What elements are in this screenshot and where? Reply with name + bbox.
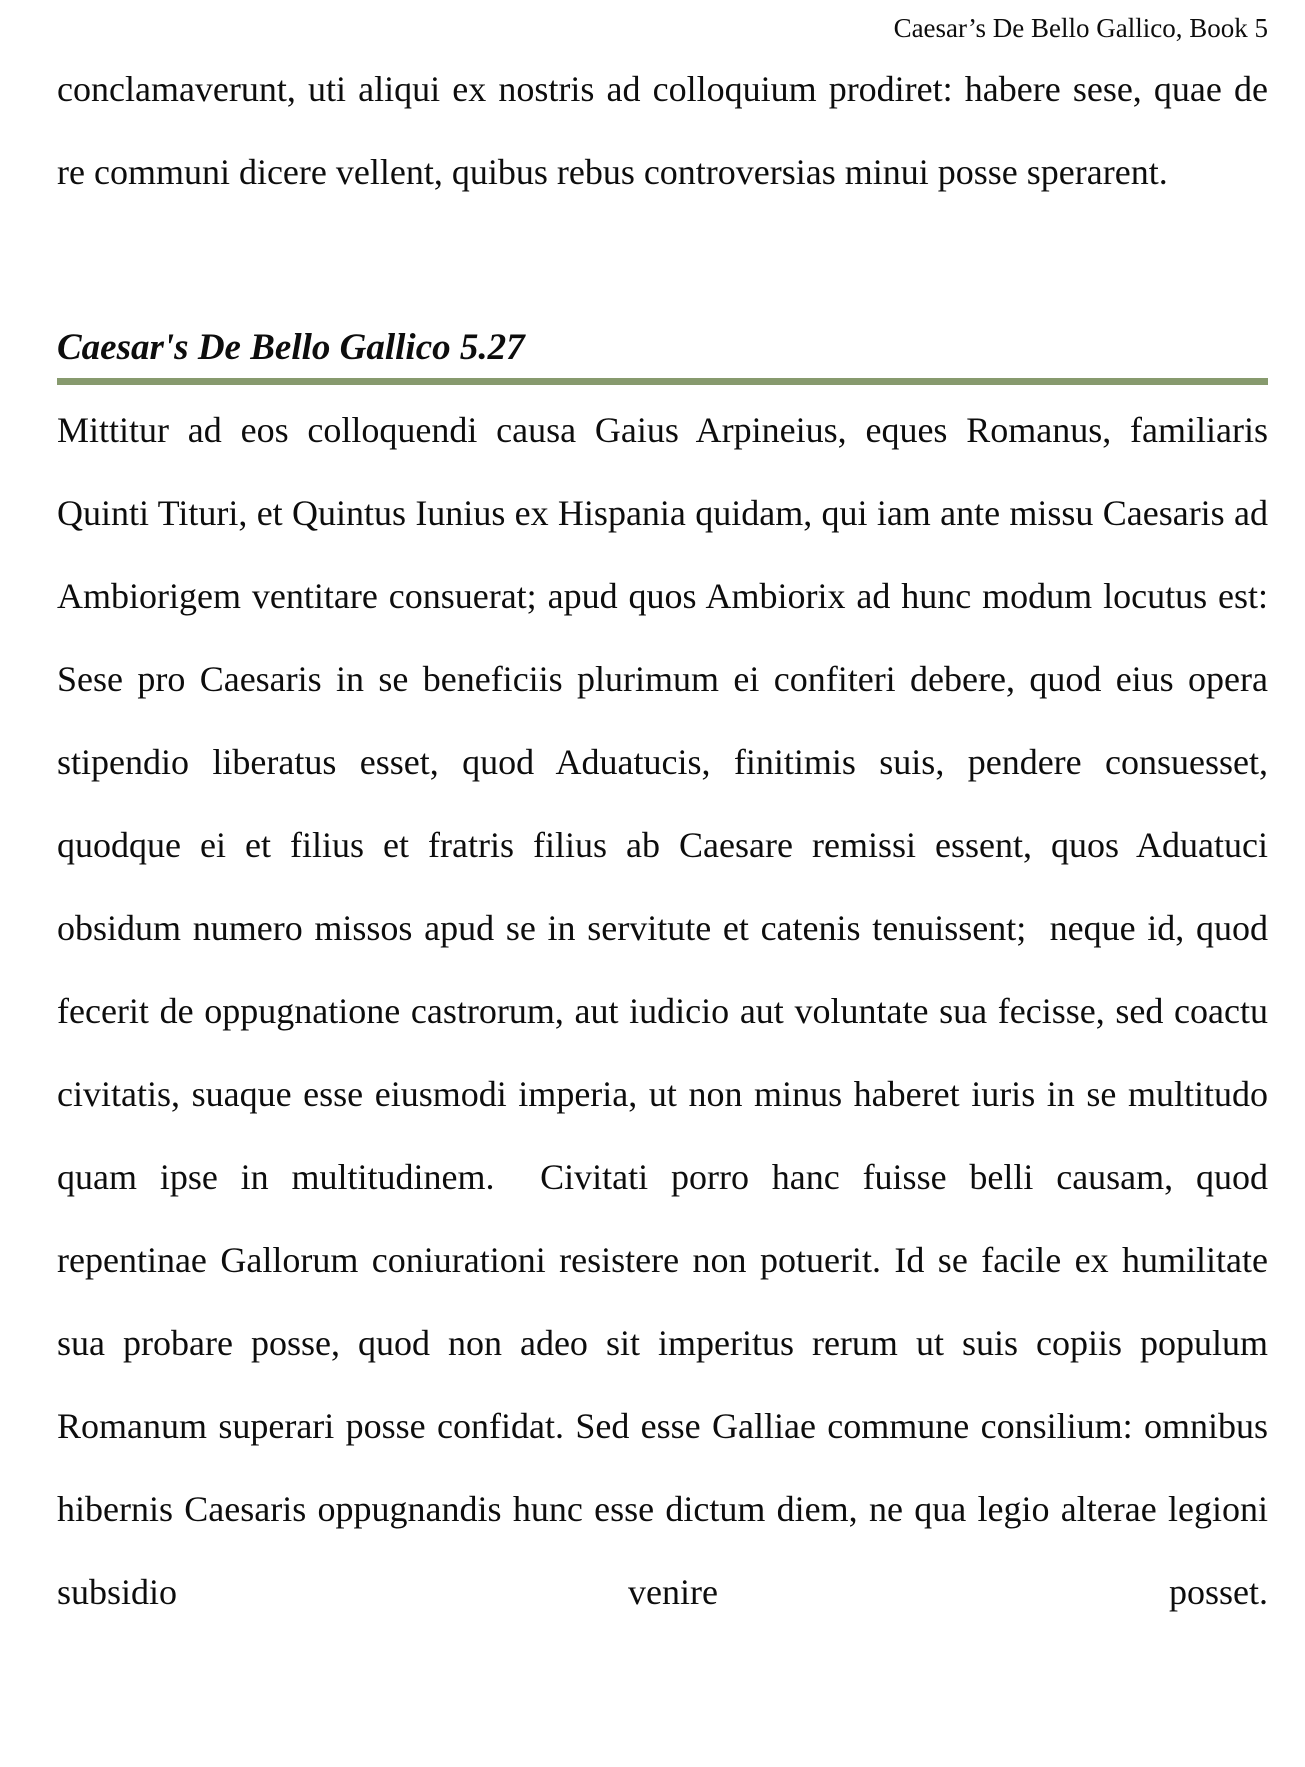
section-divider — [57, 378, 1268, 385]
running-header: Caesar’s De Bello Gallico, Book 5 — [893, 13, 1268, 43]
body-paragraph: Mittitur ad eos colloquendi causa Gaius Arpineius, eques Romanus, familiaris Quinti Tituri, et Quintus Iunius ex Hispania quidam, qui iam ante missu Caesaris ad Ambiorigem ventitare consuerat; apud quos Ambiorix ad hunc modum locutus est: Sese pro Caesaris in se beneficiis plurimum ei confiteri debere, quod eius opera stipendio liberatus esset, quod Aduatucis, finitimis suis, pendere consuesset, quodque ei et filius et fratris filius ab Caesare remissi essent, quos Aduatuci obsidum numero missos apud se in servitute et catenis tenuissent; neque id, quod fecerit de oppugnatione castrorum, aut iudicio aut voluntate sua fecisse, sed coactu civitatis, suaque esse eiusmodi imperia, ut non minus haberet iuris in se multitudo quam ipse in multitudinem. Civitati porro hanc fuisse belli causam, quod repentinae Gallorum coniurationi resistere non potuerit. Id se facile ex humilitate sua probare posse, quod non adeo sit imperitus rerum ut suis copiis populum Romanum superari posse confidat. Sed esse Galliae commune consilium: omnibus hibernis Caesaris oppugnandis hunc esse dictum diem, ne qua legio alterae legioni subsidio venire posset. — [57, 410, 1286, 1612]
intro-paragraph: conclamaverunt, uti aliqui ex nostris ad colloquium prodiret: habere sese, quae de re communi dicere vellent, quibus rebus controversias minui posse sperarent. — [57, 69, 1277, 192]
section-heading: Caesar's De Bello Gallico 5.27 — [57, 327, 525, 368]
